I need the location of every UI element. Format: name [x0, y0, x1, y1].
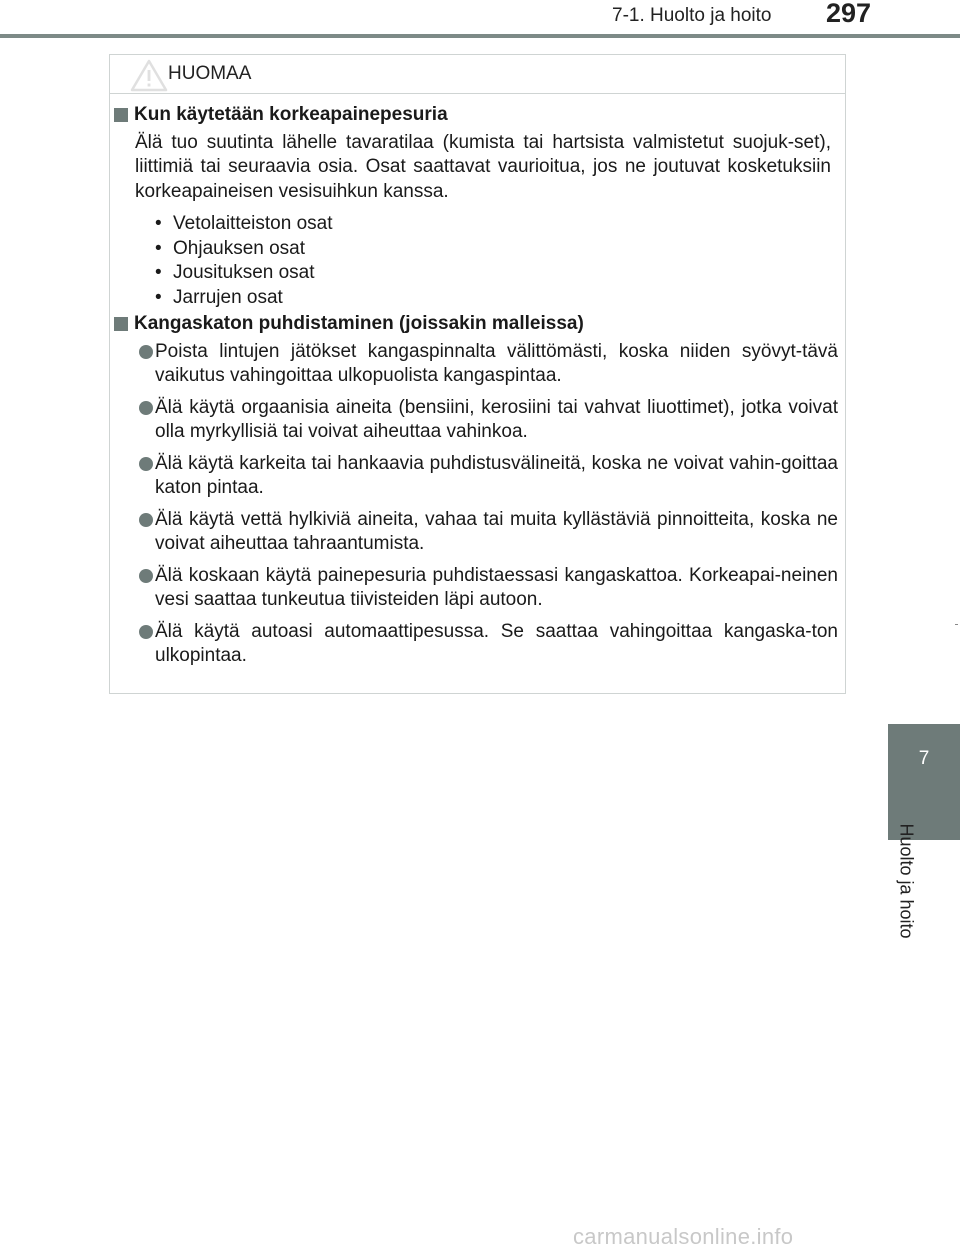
- section-heading-text: Kun käytetään korkeapainepesuria: [134, 104, 448, 125]
- list-item: [110, 452, 845, 501]
- parts-list: [110, 212, 845, 310]
- notice-body: [110, 103, 845, 676]
- circle-bullet-icon: [139, 457, 153, 471]
- page-number: 297: [826, 0, 872, 28]
- edge-mark: [955, 624, 958, 625]
- section-heading-text: Kangaskaton puhdistaminen (joissakin malleissa): [134, 313, 584, 334]
- list-item: [155, 212, 845, 237]
- list-item-text: Älä käytä autoasi automaattipesussa. Se saattaa vahingoittaa kangaska-ton ulkopintaa.: [155, 620, 838, 666]
- square-bullet-icon: [114, 108, 128, 122]
- list-item-text: Ohjauksen osat: [173, 237, 306, 259]
- list-item-text: Poista lintujen jätökset kangaspinnalta välittömästi, koska niiden syövyt-tävä vaikutus vahingoittaa ulkopuolista kangaspintaa.: [155, 340, 838, 386]
- notice-title: HUOMAA: [168, 63, 252, 84]
- list-item-text: Älä koskaan käytä painepesuria puhdistaessasi kangaskattoa. Korkeapai-neinen vesi saattaa tunkeutua tiivisteiden läpi autoon.: [155, 564, 838, 610]
- notice-header: [110, 55, 845, 94]
- list-item-text: Vetolaitteiston osat: [173, 213, 333, 234]
- list-item: [110, 340, 845, 389]
- section-heading-pressure-washer: [110, 103, 845, 128]
- circle-bullet-icon: [139, 569, 153, 583]
- list-item: [155, 237, 845, 262]
- bullet-dot-icon: •: [155, 286, 162, 308]
- header-section-title: 7-1. Huolto ja hoito: [612, 5, 772, 26]
- list-item-text: Älä käytä karkeita tai hankaavia puhdistusvälineitä, koska ne voivat vahin-goittaa katon pintaa.: [155, 452, 838, 498]
- list-item: [155, 261, 845, 286]
- bullet-dot-icon: •: [155, 237, 162, 259]
- section-paragraph: Älä tuo suutinta lähelle tavaratilaa (kumista tai hartsista valmistetut suojuk-set), liittimiä tai seuraavia osia. Osat saattavat vaurioitua, jos ne joutuvat kosketuksiin korkeapaineisen vesisuihkun kanssa.: [135, 131, 831, 202]
- watermark: carmanualsonline.info: [573, 1224, 794, 1249]
- list-item-text: Jousituksen osat: [173, 262, 315, 283]
- bullet-dot-icon: •: [155, 262, 162, 283]
- list-item-text: Jarrujen osat: [173, 286, 283, 308]
- circle-bullet-icon: [139, 345, 153, 359]
- bullet-dot-icon: •: [155, 213, 162, 234]
- chapter-number: 7: [918, 748, 930, 769]
- circle-bullet-icon: [139, 513, 153, 527]
- list-item: [110, 508, 845, 557]
- list-item-text: Älä käytä orgaanisia aineita (bensiini, kerosiini tai vahvat liuottimet), jotka voivat olla myrkyllisiä tai voivat aiheuttaa vahinkoa.: [155, 396, 838, 442]
- list-item: [155, 286, 845, 311]
- list-item: [110, 564, 845, 613]
- notice-box: [109, 54, 846, 694]
- list-item: [110, 620, 845, 669]
- circle-bullet-icon: [139, 625, 153, 639]
- circle-bullet-icon: [139, 401, 153, 415]
- chapter-label: [893, 816, 919, 946]
- square-bullet-icon: [114, 317, 128, 331]
- header-divider: [0, 34, 960, 38]
- warning-triangle-icon: [130, 59, 168, 92]
- list-item-text: Älä käytä vettä hylkiviä aineita, vahaa tai muita kyllästäviä pinnoitteita, koska ne voivat aiheuttaa tahraantumista.: [155, 508, 838, 554]
- section-heading-fabric-roof: [110, 312, 845, 337]
- list-item: [110, 396, 845, 445]
- chapter-label-text: Huolto ja hoito: [896, 823, 917, 939]
